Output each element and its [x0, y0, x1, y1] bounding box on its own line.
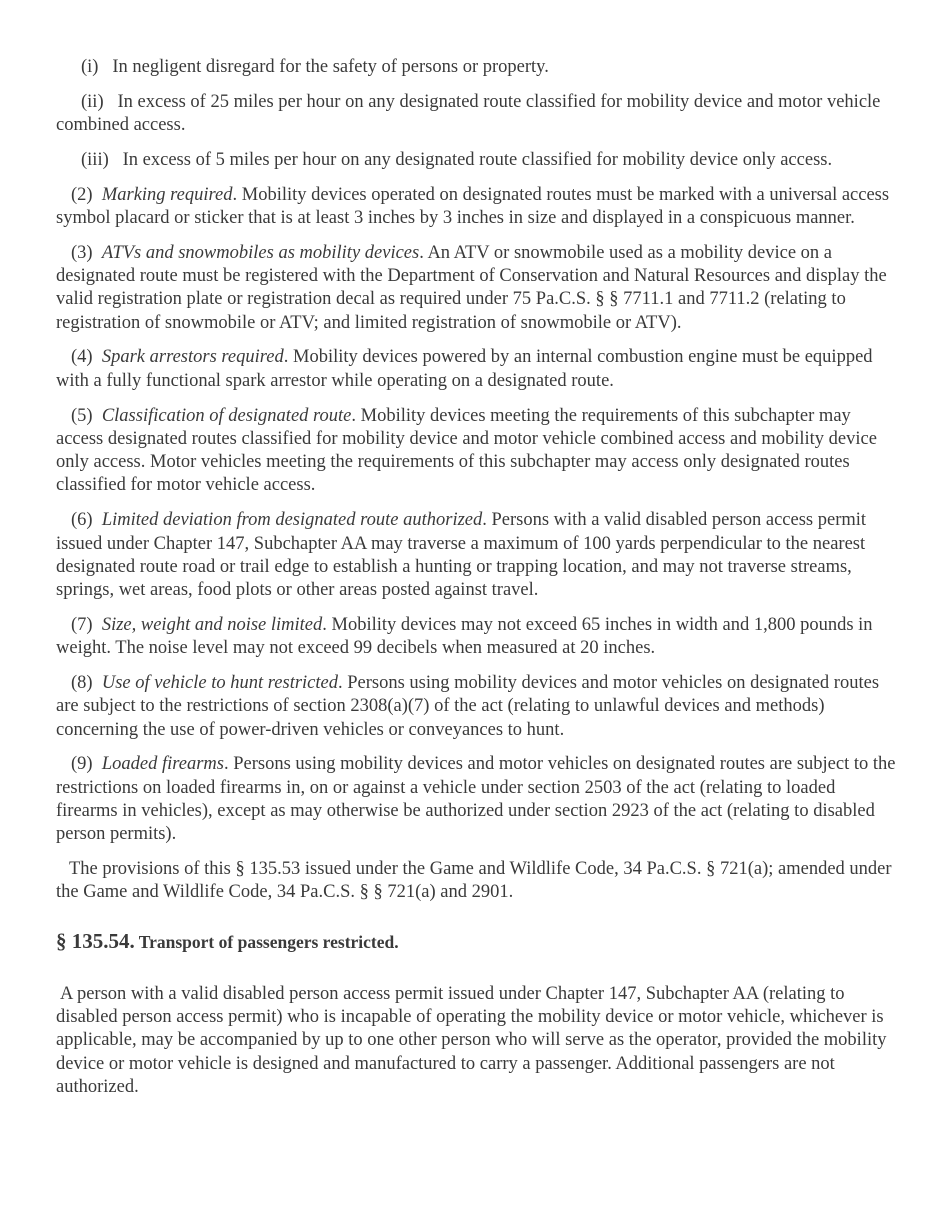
item-heading: Size, weight and noise limited	[101, 614, 323, 635]
section-heading	[56, 928, 896, 957]
item-text: . Mobility devices powered by an internal combustion engine must be equipped with a fully functional spark arrestor while operating on a designated route.	[56, 347, 873, 391]
item-number: (8)	[71, 673, 93, 694]
item-text: . Persons with a valid disabled person access permit issued under Chapter 147, Subchapter AA may traverse a maximum of 100 yards perpendicular to the nearest designated route road or trail edge to establish a hunting or trapping location, and may not traverse streams, springs, wet areas, food plots or other areas posted against travel.	[56, 510, 867, 601]
item-heading: Classification of designated route	[101, 405, 352, 426]
paragraph-4	[56, 346, 896, 393]
item-heading: Marking required	[101, 184, 233, 205]
item-text: . An ATV or snowmobile used as a mobility device on a designated route must be registered with the Department of Conservation and Natural Resources and display the valid registration plate or registration decal as required under 75 Pa.C.S. § § 7711.1 and 7711.2 (relating to registration of snowmobile or ATV; and limited registration of snowmobile or ATV).	[56, 242, 887, 333]
section-body: A person with a valid disabled person access permit issued under Chapter 147, Subchapter AA (relating to disabled person access permit) who is incapable of operating the mobility device or motor vehicle, whichever is applicable, may be accompanied by up to one other person who will serve as the operator, provided the mobility device or motor vehicle is designed and manufactured to carry a passenger. Additional passengers are not authorized.	[56, 983, 887, 1097]
subparagraph-i	[56, 56, 896, 79]
subparagraph-iii	[56, 149, 896, 172]
paragraph-2	[56, 184, 896, 231]
item-heading: Loaded firearms	[101, 754, 224, 775]
section-number: § 135.54.	[56, 928, 135, 953]
document-page	[56, 56, 896, 1111]
item-heading: Use of vehicle to hunt restricted	[101, 673, 338, 694]
paragraph-9	[56, 753, 896, 846]
item-number: (5)	[71, 405, 93, 426]
section-title: Transport of passengers restricted.	[138, 931, 399, 952]
item-text: . Mobility devices meeting the requirements of this subchapter may access designated routes classified for mobility device and motor vehicle combined access and mobility device only access. Motor vehicles meeting the requirements of this subchapter may access only designated routes classified for motor vehicle access.	[56, 405, 877, 496]
item-number: (9)	[71, 754, 93, 775]
item-number: (2)	[71, 184, 93, 205]
source-note: The provisions of this § 135.53 issued under the Game and Wildlife Code, 34 Pa.C.S. § 721(a); amended under the Game and Wildlife Code, 34 Pa.C.S. § § 721(a) and 2901.	[56, 859, 892, 903]
item-text: In negligent disregard for the safety of persons or property.	[112, 57, 549, 77]
paragraph-3	[56, 242, 896, 335]
item-text: . Mobility devices may not exceed 65 inches in width and 1,800 pounds in weight. The noise level may not exceed 99 decibels when measured at 20 inches.	[56, 614, 873, 659]
paragraph-5	[56, 405, 896, 498]
paragraph-7	[56, 614, 896, 661]
item-number: (ii)	[81, 91, 104, 112]
item-heading: ATVs and snowmobiles as mobility devices	[101, 242, 420, 263]
paragraph-6	[56, 509, 896, 602]
item-text: . Mobility devices operated on designated routes must be marked with a universal access symbol placard or sticker that is at least 3 inches by 3 inches in size and displayed in a conspicuous manner.	[56, 184, 890, 228]
item-number: (i)	[81, 57, 99, 77]
item-text: In excess of 25 miles per hour on any designated route classified for mobility device and motor vehicle combined access.	[56, 91, 881, 136]
item-number: (3)	[71, 242, 93, 263]
item-heading: Limited deviation from designated route authorized	[101, 510, 483, 531]
paragraph-8	[56, 672, 896, 742]
item-heading: Spark arrestors required	[101, 347, 284, 368]
item-text: In excess of 5 miles per hour on any designated route classified for mobility device only access.	[122, 149, 833, 170]
item-text: . Persons using mobility devices and motor vehicles on designated routes are subject to the restrictions of section 2308(a)(7) of the act (relating to unlawful devices and methods) concerning the use of power-driven vehicles or conveyances to hunt.	[56, 673, 880, 740]
item-number: (6)	[71, 510, 93, 531]
item-number: (7)	[71, 614, 93, 635]
subparagraph-ii	[56, 91, 896, 138]
item-number: (iii)	[81, 149, 109, 170]
item-text: . Persons using mobility devices and motor vehicles on designated routes are subject to the restrictions on loaded firearms in, on or against a vehicle under section 2503 of the act (relating to loaded firearms in vehicles), except as may otherwise be authorized under section 2923 of the act (relating to disabled person permits).	[56, 754, 896, 845]
item-number: (4)	[71, 347, 93, 368]
